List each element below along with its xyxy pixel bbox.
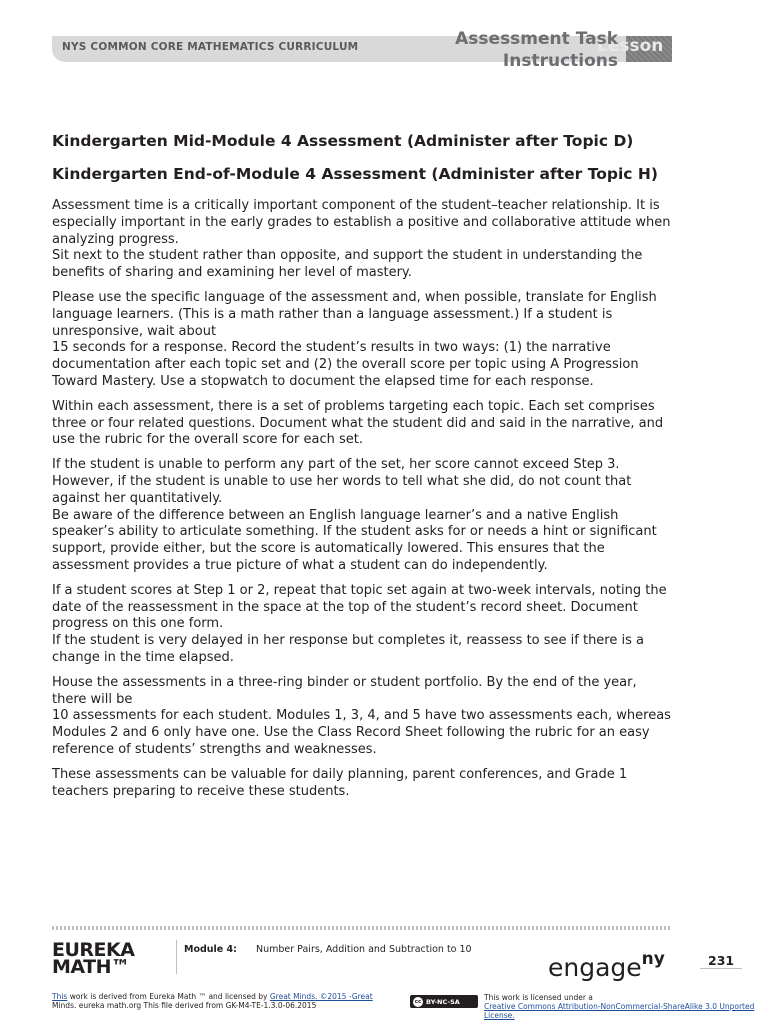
cc-icon: cc: [414, 998, 422, 1005]
paragraph-line: If a student scores at Step 1 or 2, repeat that topic set again at two-week intervals, noting the date of the reassessment in the space at the top of the student’s record sheet. Document progress on this one form.: [52, 582, 667, 632]
paragraph-line: Assessment time is a critically important component of the student–teacher relationship. It is especially important in the early grades to establish a positive and collaborative attitude when analyzing progress.: [52, 198, 671, 247]
cc-badge-text: BY-NC-SA: [426, 997, 460, 1006]
lesson-label: Lesson: [597, 36, 664, 56]
paragraph: [52, 457, 674, 575]
license-left: [52, 992, 392, 1010]
engage-text: engage: [548, 953, 642, 982]
paragraph-line: House the assessments in a three-ring binder or student portfolio. By the end of the year, there will be: [52, 674, 637, 707]
page-number: 231: [708, 953, 735, 968]
eureka-math-logo: [52, 939, 135, 978]
paragraph-line: If the student is unable to perform any part of the set, her score cannot exceed Step 3. However, if the student is unable to use her words to tell what she did, do not count that against her quantitatively.: [52, 457, 632, 506]
paragraph: [52, 767, 674, 801]
engage-sup: ny: [641, 949, 665, 969]
license-link-this[interactable]: This: [52, 992, 68, 1001]
engageny-logo: [548, 944, 665, 983]
title-line-2: Instructions: [502, 51, 618, 71]
page-number-rule: [700, 968, 742, 969]
paragraph-line: 15 seconds for a response. Record the student’s results in two ways: (1) the narrative documentation after each topic set and (2) the overall score per topic using A Progression Toward Mastery. Use a stopwatch to document the elapsed time for each response.: [52, 340, 639, 389]
cc-license-link[interactable]: Creative Commons Attribution-NonCommercial-ShareAlike 3.0 Unported License.: [484, 1002, 755, 1020]
paragraph-line: If the student is very delayed in her response but completes it, reassess to see if there is a change in the time elapsed.: [52, 633, 644, 665]
paragraph: [52, 399, 674, 449]
curriculum-label: NYS COMMON CORE MATHEMATICS CURRICULUM: [62, 41, 359, 53]
paragraph: [52, 583, 674, 667]
logo-line-1: EUREKA: [52, 939, 135, 961]
heading-mid-module: Kindergarten Mid-Module 4 Assessment (Administer after Topic D): [52, 132, 634, 150]
module-name: Number Pairs, Addition and Subtraction to 10: [256, 944, 472, 955]
main-content: [52, 132, 674, 808]
paragraph-line: 10 assessments for each student. Modules 1, 3, 4, and 5 have two assessments each, whereas Modules 2 and 6 only have one. Use the Class Record Sheet following the rubric for an easy reference of students’ strengths and weaknesses.: [52, 708, 671, 757]
license-text-1: work is derived from Eureka Math ™ and licensed by: [67, 992, 270, 1001]
footer-divider: [176, 940, 177, 974]
paragraph: [52, 198, 674, 282]
license-right-text: This work is licensed under a: [484, 993, 593, 1002]
module-label: Module 4:: [184, 944, 237, 955]
paragraph-line: Sit next to the student rather than opposite, and support the student in understanding the benefits of sharing and examining her level of mastery.: [52, 248, 643, 281]
paragraph-line: Within each assessment, there is a set of problems targeting each topic. Each set comprises three or four related questions. Document what the student did and said in the narrative, and use the rubric for the overall score for each set.: [52, 398, 664, 448]
paragraph: [52, 290, 674, 391]
logo-line-2: MATH™: [52, 956, 130, 978]
license-link-great-minds[interactable]: Great Minds. ©2015 -Great: [269, 992, 373, 1001]
footer-dotted-rule: [52, 926, 670, 930]
paragraph: [52, 675, 674, 759]
paragraph-line: These assessments can be valuable for daily planning, parent conferences, and Grade 1 teachers preparing to receive these students.: [52, 766, 628, 799]
page-title: [455, 28, 618, 72]
title-line-1: Assessment Task: [455, 29, 618, 49]
license-right: [484, 993, 764, 1020]
heading-end-of-module: Kindergarten End-of-Module 4 Assessment (Administer after Topic H): [52, 165, 658, 183]
paragraph-line: Please use the specific language of the assessment and, when possible, translate for English language learners. (This is a math rather than a language assessment.) If a student is unresponsive, wait about: [52, 289, 657, 339]
cc-license-badge[interactable]: [410, 995, 478, 1008]
license-text-2: Minds. eureka math.org This file derived from GK-M4-TE-1.3.0-06.2015: [52, 1001, 317, 1010]
paragraph-line: Be aware of the difference between an English language learner’s and a native English speaker’s ability to articulate something. If the student asks for or needs a hint or significant support, provide either, but the score is automatically lowered. This ensures that the assessment provides a true picture of what a student can do independently.: [52, 507, 657, 573]
